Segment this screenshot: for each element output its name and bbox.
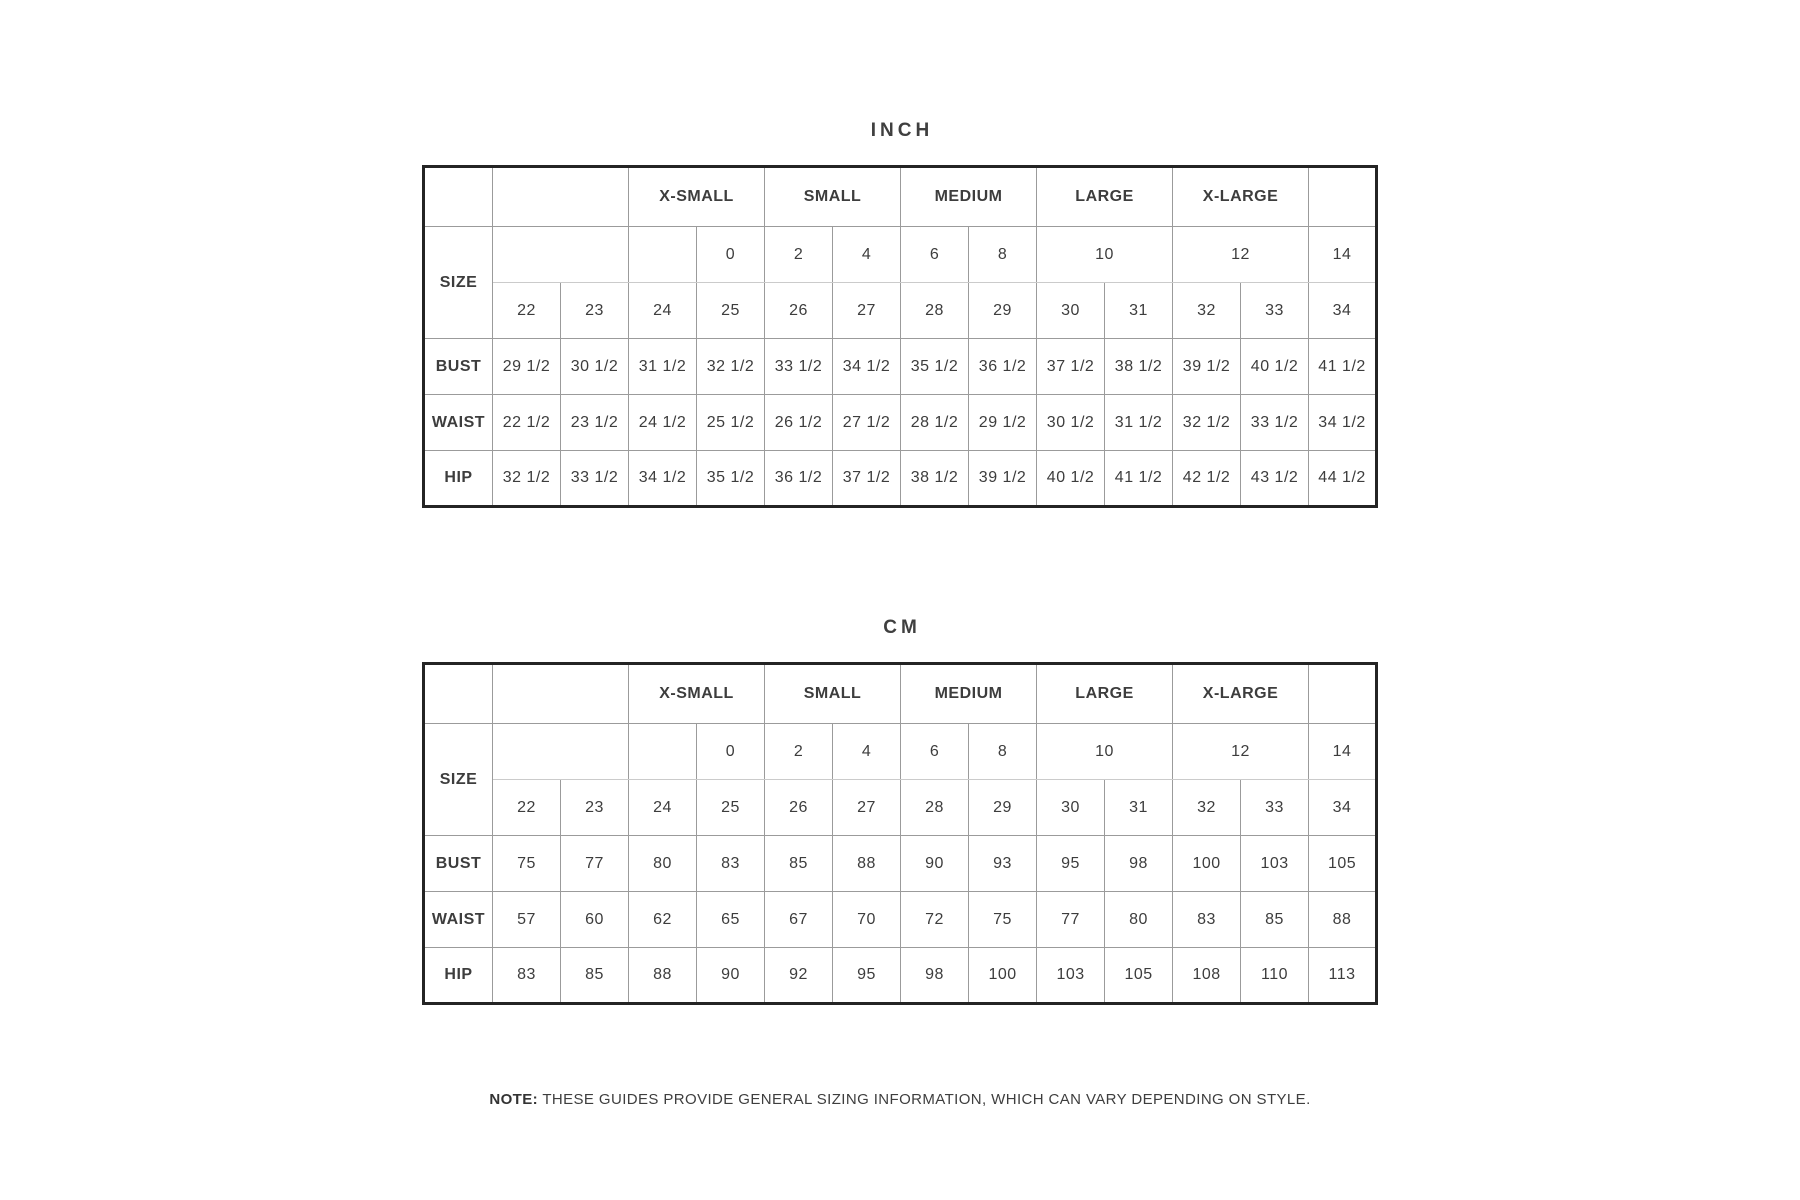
hip-value-cell: 103 xyxy=(1037,948,1105,1004)
alt-size-cell: 23 xyxy=(561,283,629,339)
bust-value-cell: 83 xyxy=(697,836,765,892)
alt-size-cell: 27 xyxy=(833,283,901,339)
hip-value-cell: 38 1/2 xyxy=(901,451,969,507)
alt-size-cell: 22 xyxy=(493,780,561,836)
bust-value-cell: 100 xyxy=(1173,836,1241,892)
hip-value-cell: 42 1/2 xyxy=(1173,451,1241,507)
bust-value-cell: 33 1/2 xyxy=(765,339,833,395)
bust-value-cell: 30 1/2 xyxy=(561,339,629,395)
waist-value-cell: 67 xyxy=(765,892,833,948)
bust-value-cell: 40 1/2 xyxy=(1241,339,1309,395)
numeric-size-cell: 6 xyxy=(901,227,969,283)
hip-value-cell: 98 xyxy=(901,948,969,1004)
empty-size-cell xyxy=(493,227,629,283)
cm-table-title: CM xyxy=(883,617,921,638)
waist-value-cell: 83 xyxy=(1173,892,1241,948)
hip-value-cell: 90 xyxy=(697,948,765,1004)
hip-value-cell: 40 1/2 xyxy=(1037,451,1105,507)
empty-group-cell xyxy=(493,664,629,724)
waist-value-cell: 25 1/2 xyxy=(697,395,765,451)
hip-value-cell: 41 1/2 xyxy=(1105,451,1173,507)
alt-size-row xyxy=(424,283,1377,339)
bust-row-label: BUST xyxy=(424,339,493,395)
waist-value-cell: 72 xyxy=(901,892,969,948)
hip-value-cell: 88 xyxy=(629,948,697,1004)
numeric-size-cell: 2 xyxy=(765,724,833,780)
alt-size-cell: 33 xyxy=(1241,283,1309,339)
bust-value-cell: 105 xyxy=(1309,836,1377,892)
bust-value-cell: 103 xyxy=(1241,836,1309,892)
size-row-label: SIZE xyxy=(424,724,493,836)
waist-value-cell: 23 1/2 xyxy=(561,395,629,451)
bust-value-cell: 39 1/2 xyxy=(1173,339,1241,395)
bust-value-cell: 34 1/2 xyxy=(833,339,901,395)
numeric-size-cell: 14 xyxy=(1309,724,1377,780)
hip-value-cell: 85 xyxy=(561,948,629,1004)
numeric-size-cell: 0 xyxy=(697,724,765,780)
waist-row-label: WAIST xyxy=(424,395,493,451)
group-header-medium: MEDIUM xyxy=(901,664,1037,724)
bust-value-cell: 38 1/2 xyxy=(1105,339,1173,395)
empty-group-cell xyxy=(1309,167,1377,227)
inch-size-table xyxy=(422,165,1378,508)
hip-value-cell: 32 1/2 xyxy=(493,451,561,507)
alt-size-cell: 23 xyxy=(561,780,629,836)
alt-size-cell: 28 xyxy=(901,283,969,339)
bust-value-cell: 80 xyxy=(629,836,697,892)
bust-row xyxy=(424,339,1377,395)
waist-value-cell: 26 1/2 xyxy=(765,395,833,451)
hip-value-cell: 43 1/2 xyxy=(1241,451,1309,507)
waist-value-cell: 75 xyxy=(969,892,1037,948)
alt-size-cell: 26 xyxy=(765,780,833,836)
alt-size-row xyxy=(424,780,1377,836)
waist-value-cell: 29 1/2 xyxy=(969,395,1037,451)
alt-size-cell: 25 xyxy=(697,780,765,836)
size-row-label: SIZE xyxy=(424,227,493,339)
note xyxy=(0,1090,1800,1110)
empty-size-cell xyxy=(629,227,697,283)
waist-value-cell: 22 1/2 xyxy=(493,395,561,451)
alt-size-cell: 31 xyxy=(1105,780,1173,836)
group-header-row xyxy=(424,167,1377,227)
bust-value-cell: 98 xyxy=(1105,836,1173,892)
hip-value-cell: 39 1/2 xyxy=(969,451,1037,507)
waist-value-cell: 30 1/2 xyxy=(1037,395,1105,451)
alt-size-cell: 25 xyxy=(697,283,765,339)
numeric-size-cell: 8 xyxy=(969,227,1037,283)
waist-row xyxy=(424,892,1377,948)
bust-value-cell: 35 1/2 xyxy=(901,339,969,395)
empty-size-cell xyxy=(493,724,629,780)
group-header-large: LARGE xyxy=(1037,167,1173,227)
waist-value-cell: 34 1/2 xyxy=(1309,395,1377,451)
bust-value-cell: 93 xyxy=(969,836,1037,892)
alt-size-cell: 26 xyxy=(765,283,833,339)
alt-size-cell: 29 xyxy=(969,283,1037,339)
bust-value-cell: 77 xyxy=(561,836,629,892)
numeric-size-cell: 8 xyxy=(969,724,1037,780)
group-header-small: SMALL xyxy=(765,167,901,227)
hip-value-cell: 44 1/2 xyxy=(1309,451,1377,507)
alt-size-cell: 27 xyxy=(833,780,901,836)
bust-value-cell: 75 xyxy=(493,836,561,892)
bust-value-cell: 37 1/2 xyxy=(1037,339,1105,395)
hip-value-cell: 83 xyxy=(493,948,561,1004)
alt-size-cell: 29 xyxy=(969,780,1037,836)
numeric-size-cell: 0 xyxy=(697,227,765,283)
numeric-size-cell: 4 xyxy=(833,724,901,780)
bust-value-cell: 32 1/2 xyxy=(697,339,765,395)
alt-size-cell: 31 xyxy=(1105,283,1173,339)
note-text: THESE GUIDES PROVIDE GENERAL SIZING INFORMATION, WHICH CAN VARY DEPENDING ON STYLE. xyxy=(542,1091,1311,1108)
numeric-size-cell: 10 xyxy=(1037,227,1173,283)
alt-size-cell: 30 xyxy=(1037,780,1105,836)
hip-value-cell: 95 xyxy=(833,948,901,1004)
numeric-size-cell: 10 xyxy=(1037,724,1173,780)
numeric-size-cell: 12 xyxy=(1173,724,1309,780)
hip-row xyxy=(424,451,1377,507)
inch-table-container xyxy=(422,165,1378,508)
alt-size-cell: 33 xyxy=(1241,780,1309,836)
group-header-large: LARGE xyxy=(1037,664,1173,724)
group-header-small: SMALL xyxy=(765,664,901,724)
hip-value-cell: 34 1/2 xyxy=(629,451,697,507)
hip-value-cell: 105 xyxy=(1105,948,1173,1004)
alt-size-cell: 32 xyxy=(1173,780,1241,836)
bust-value-cell: 88 xyxy=(833,836,901,892)
group-header-x-small: X-SMALL xyxy=(629,167,765,227)
hip-value-cell: 110 xyxy=(1241,948,1309,1004)
group-header-x-small: X-SMALL xyxy=(629,664,765,724)
alt-size-cell: 30 xyxy=(1037,283,1105,339)
bust-value-cell: 36 1/2 xyxy=(969,339,1037,395)
waist-value-cell: 32 1/2 xyxy=(1173,395,1241,451)
bust-value-cell: 29 1/2 xyxy=(493,339,561,395)
waist-value-cell: 27 1/2 xyxy=(833,395,901,451)
waist-value-cell: 60 xyxy=(561,892,629,948)
numeric-size-cell: 12 xyxy=(1173,227,1309,283)
hip-value-cell: 92 xyxy=(765,948,833,1004)
alt-size-cell: 34 xyxy=(1309,780,1377,836)
corner-cell xyxy=(424,167,493,227)
numeric-size-cell: 2 xyxy=(765,227,833,283)
waist-value-cell: 31 1/2 xyxy=(1105,395,1173,451)
hip-value-cell: 35 1/2 xyxy=(697,451,765,507)
empty-group-cell xyxy=(1309,664,1377,724)
waist-row xyxy=(424,395,1377,451)
group-header-row xyxy=(424,664,1377,724)
waist-value-cell: 85 xyxy=(1241,892,1309,948)
hip-row-label: HIP xyxy=(424,451,493,507)
corner-cell xyxy=(424,664,493,724)
waist-value-cell: 28 1/2 xyxy=(901,395,969,451)
group-header-x-large: X-LARGE xyxy=(1173,664,1309,724)
bust-value-cell: 90 xyxy=(901,836,969,892)
hip-value-cell: 36 1/2 xyxy=(765,451,833,507)
bust-value-cell: 95 xyxy=(1037,836,1105,892)
note-label: NOTE: xyxy=(489,1091,539,1108)
alt-size-cell: 34 xyxy=(1309,283,1377,339)
alt-size-cell: 28 xyxy=(901,780,969,836)
alt-size-cell: 24 xyxy=(629,283,697,339)
empty-size-cell xyxy=(629,724,697,780)
waist-value-cell: 65 xyxy=(697,892,765,948)
cm-table-container xyxy=(422,662,1378,1005)
hip-row-label: HIP xyxy=(424,948,493,1004)
waist-value-cell: 70 xyxy=(833,892,901,948)
waist-value-cell: 80 xyxy=(1105,892,1173,948)
bust-row-label: BUST xyxy=(424,836,493,892)
numeric-size-cell: 14 xyxy=(1309,227,1377,283)
numeric-size-row xyxy=(424,724,1377,780)
alt-size-cell: 24 xyxy=(629,780,697,836)
empty-group-cell xyxy=(493,167,629,227)
alt-size-cell: 22 xyxy=(493,283,561,339)
hip-value-cell: 108 xyxy=(1173,948,1241,1004)
waist-value-cell: 33 1/2 xyxy=(1241,395,1309,451)
numeric-size-row xyxy=(424,227,1377,283)
hip-row xyxy=(424,948,1377,1004)
hip-value-cell: 37 1/2 xyxy=(833,451,901,507)
waist-value-cell: 62 xyxy=(629,892,697,948)
numeric-size-cell: 6 xyxy=(901,724,969,780)
group-header-x-large: X-LARGE xyxy=(1173,167,1309,227)
waist-value-cell: 57 xyxy=(493,892,561,948)
waist-row-label: WAIST xyxy=(424,892,493,948)
bust-value-cell: 85 xyxy=(765,836,833,892)
waist-value-cell: 24 1/2 xyxy=(629,395,697,451)
alt-size-cell: 32 xyxy=(1173,283,1241,339)
numeric-size-cell: 4 xyxy=(833,227,901,283)
waist-value-cell: 88 xyxy=(1309,892,1377,948)
cm-size-table xyxy=(422,662,1378,1005)
bust-value-cell: 31 1/2 xyxy=(629,339,697,395)
hip-value-cell: 100 xyxy=(969,948,1037,1004)
group-header-medium: MEDIUM xyxy=(901,167,1037,227)
hip-value-cell: 113 xyxy=(1309,948,1377,1004)
hip-value-cell: 33 1/2 xyxy=(561,451,629,507)
bust-row xyxy=(424,836,1377,892)
waist-value-cell: 77 xyxy=(1037,892,1105,948)
inch-table-title: INCH xyxy=(870,120,934,141)
bust-value-cell: 41 1/2 xyxy=(1309,339,1377,395)
